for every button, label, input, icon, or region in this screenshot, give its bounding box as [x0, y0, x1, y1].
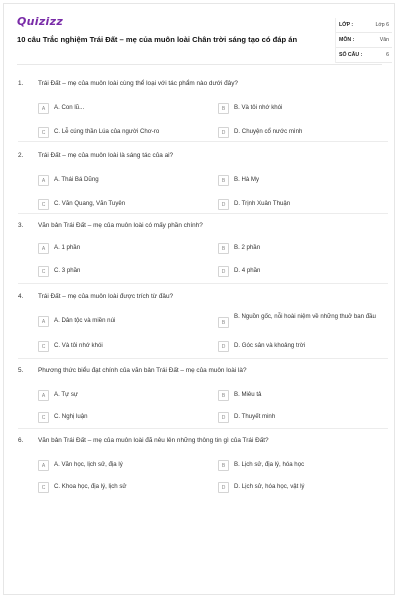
option-letter-box: A [38, 103, 49, 114]
option-d[interactable] [218, 342, 388, 352]
option-text: D. Chuyện cổ nước mình [234, 128, 303, 135]
worksheet-title: 10 câu Trắc nghiệm Trái Đất – mẹ của muôn loài Chân trời sáng tạo có đáp án [17, 35, 298, 44]
question-number: 5. [18, 367, 24, 374]
option-text: B. Và tôi nhớ khói [234, 104, 283, 111]
option-letter-box: D [218, 482, 229, 493]
question-4 [18, 293, 388, 350]
option-letter-box: A [38, 243, 49, 254]
worksheet-page [3, 3, 395, 595]
meta-row-question-count [336, 48, 392, 63]
option-letter-box: C [38, 341, 49, 352]
option-letter-box: D [218, 341, 229, 352]
option-letter-box: C [38, 266, 49, 277]
question-3 [18, 222, 388, 275]
question-divider [18, 358, 388, 359]
meta-value: Văn [379, 37, 389, 43]
question-number: 4. [18, 293, 24, 300]
option-letter-box: C [38, 127, 49, 138]
option-text: C. Khoa học, địa lý, lịch sử [54, 483, 127, 490]
option-text: B. Miêu tả [234, 391, 262, 398]
option-c[interactable] [38, 413, 208, 423]
option-text: D. Trịnh Xuân Thuận [234, 200, 291, 207]
option-b[interactable] [218, 244, 388, 254]
option-text: A. Văn học, lịch sử, địa lý [54, 461, 123, 468]
option-text: B. Nguồn gốc, nỗi hoài niệm về những thuở ban đầu [234, 313, 376, 320]
option-text: D. Thuyết minh [234, 413, 276, 420]
option-letter-box: B [218, 175, 229, 186]
option-d[interactable] [218, 128, 388, 138]
option-b[interactable] [218, 176, 388, 186]
question-text: Văn bản Trái Đất – mẹ của muôn loài đã nêu lên những thông tin gì của Trái Đất? [38, 437, 269, 444]
question-6 [18, 437, 388, 491]
question-2 [18, 152, 388, 208]
question-divider [18, 141, 388, 142]
question-text: Phương thức biểu đạt chính của văn bản Trái Đất – mẹ của muôn loài là? [38, 367, 247, 374]
question-number: 1. [18, 80, 24, 87]
option-text: D. 4 phần [234, 267, 261, 274]
option-letter-box: A [38, 316, 49, 327]
option-text: D. Lịch sử, hóa học, vật lý [234, 483, 305, 490]
option-d[interactable] [218, 483, 388, 493]
question-number: 6. [18, 437, 24, 444]
option-letter-box: B [218, 243, 229, 254]
question-text: Trái Đất – mẹ của muôn loài là sáng tác của ai? [38, 152, 174, 159]
meta-key: LỚP : [339, 22, 354, 28]
option-d[interactable] [218, 267, 388, 277]
option-c[interactable] [38, 200, 208, 210]
option-text: A. Dân tộc và miền núi [54, 317, 116, 324]
meta-value: Lớp 6 [375, 22, 389, 28]
option-a[interactable] [38, 176, 208, 186]
option-text: B. Lịch sử, địa lý, hóa học [234, 461, 305, 468]
question-text: Trái Đất – mẹ của muôn loài được trích từ đâu? [38, 293, 174, 300]
option-letter-box: B [218, 390, 229, 401]
question-text: Trái Đất – mẹ của muôn loài cùng thể loại với tác phẩm nào dưới đây? [38, 80, 238, 87]
option-c[interactable] [38, 483, 208, 493]
option-letter-box: A [38, 175, 49, 186]
option-text: B. 2 phần [234, 244, 261, 251]
option-letter-box: D [218, 127, 229, 138]
option-text: D. Góc sân và khoảng trời [234, 342, 306, 349]
question-5 [18, 367, 388, 421]
option-a[interactable] [38, 104, 208, 114]
question-text: Văn bản Trái Đất – mẹ của muôn loài có mấy phần chính? [38, 222, 203, 229]
option-a[interactable] [38, 244, 208, 254]
option-b[interactable] [218, 104, 388, 114]
option-letter-box: D [218, 266, 229, 277]
option-c[interactable] [38, 342, 208, 352]
option-letter-box: A [38, 460, 49, 471]
question-number: 2. [18, 152, 24, 159]
option-text: A. 1 phần [54, 244, 81, 251]
option-letter-box: C [38, 482, 49, 493]
option-b[interactable] [218, 313, 386, 328]
option-letter-box: C [38, 199, 49, 210]
header-divider [17, 64, 382, 65]
option-text: C. 3 phần [54, 267, 81, 274]
option-d[interactable] [218, 413, 388, 423]
option-a[interactable] [38, 391, 208, 401]
option-text: A. Tự sự [54, 391, 78, 398]
option-text: C. Văn Quang, Văn Tuyên [54, 200, 126, 207]
option-letter-box: B [218, 460, 229, 471]
question-divider [18, 213, 388, 214]
meta-value: 6 [386, 52, 389, 58]
option-text: A. Thái Bá Dũng [54, 176, 99, 183]
meta-key: MÔN : [339, 37, 355, 43]
quizizz-logo: Quizizz [17, 15, 64, 28]
option-letter-box: A [38, 390, 49, 401]
option-text: C. Nghị luận [54, 413, 88, 420]
option-text: C. Lễ cúng thần Lúa của người Chơ-ro [54, 128, 160, 135]
option-letter-box: C [38, 412, 49, 423]
option-d[interactable] [218, 200, 388, 210]
option-text: A. Con lũ... [54, 104, 85, 111]
question-1 [18, 80, 388, 136]
option-b[interactable] [218, 391, 388, 401]
meta-row-subject [336, 33, 392, 48]
question-divider [18, 428, 388, 429]
option-letter-box: B [218, 317, 229, 328]
meta-row-grade [336, 18, 392, 33]
question-number: 3. [18, 222, 24, 229]
option-text: B. Hà My [234, 176, 260, 183]
option-letter-box: D [218, 412, 229, 423]
meta-key: SỐ CÂU : [339, 52, 363, 58]
option-letter-box: D [218, 199, 229, 210]
option-letter-box: B [218, 103, 229, 114]
option-a[interactable] [38, 461, 208, 471]
question-divider [18, 283, 388, 284]
option-c[interactable] [38, 267, 208, 277]
option-b[interactable] [218, 461, 388, 471]
option-c[interactable] [38, 128, 208, 138]
option-a[interactable] [38, 317, 208, 327]
worksheet-meta [335, 18, 392, 63]
option-text: C. Và tôi nhớ khói [54, 342, 103, 349]
